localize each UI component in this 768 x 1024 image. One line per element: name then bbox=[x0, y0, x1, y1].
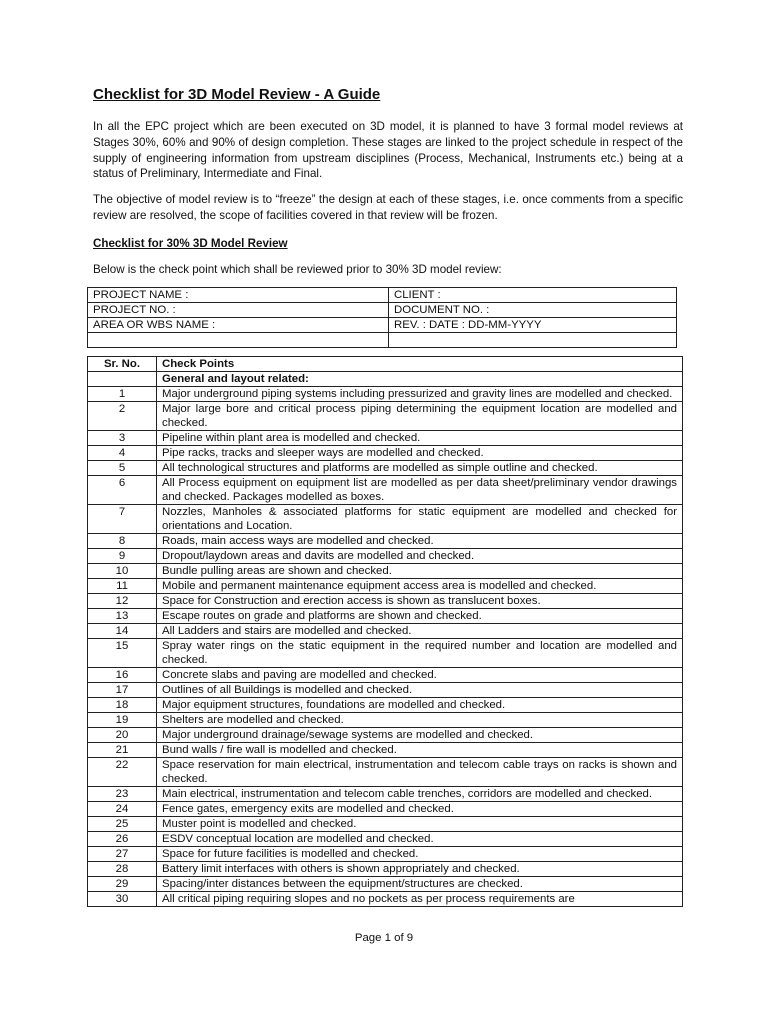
table-row bbox=[88, 578, 683, 593]
table-row bbox=[88, 742, 683, 757]
table-row bbox=[88, 786, 683, 801]
check-point-text: Pipe racks, tracks and sleeper ways are modelled and checked. bbox=[157, 445, 683, 460]
item-number: 19 bbox=[88, 712, 157, 727]
section-sr-cell bbox=[88, 371, 157, 386]
item-number: 13 bbox=[88, 608, 157, 623]
table-row bbox=[88, 727, 683, 742]
section-label: General and layout related: bbox=[157, 371, 683, 386]
table-row bbox=[88, 801, 683, 816]
table-row bbox=[88, 816, 683, 831]
item-number: 27 bbox=[88, 846, 157, 861]
objective-paragraph: The objective of model review is to “freeze” the design at each of these stages, i.e. once comments from a specific review are resolved, the scope of facilities covered in that review will be frozen. bbox=[93, 193, 683, 222]
item-number: 6 bbox=[88, 475, 157, 504]
item-number: 17 bbox=[88, 682, 157, 697]
table-row bbox=[88, 475, 683, 504]
check-point-text: Major large bore and critical process piping determining the equipment location are modelled and checked. bbox=[157, 401, 683, 430]
table-row bbox=[88, 401, 683, 430]
table-row bbox=[88, 712, 683, 727]
table-row bbox=[88, 891, 683, 906]
table-row bbox=[88, 697, 683, 712]
item-number: 25 bbox=[88, 816, 157, 831]
item-number: 26 bbox=[88, 831, 157, 846]
check-point-text: Major equipment structures, foundations are modelled and checked. bbox=[157, 697, 683, 712]
table-row bbox=[88, 608, 683, 623]
check-point-text: Roads, main access ways are modelled and checked. bbox=[157, 533, 683, 548]
item-number: 15 bbox=[88, 638, 157, 667]
meta-row bbox=[88, 332, 677, 347]
item-number: 12 bbox=[88, 593, 157, 608]
item-number: 11 bbox=[88, 578, 157, 593]
table-row bbox=[88, 682, 683, 697]
check-point-text: Mobile and permanent maintenance equipment access area is modelled and checked. bbox=[157, 578, 683, 593]
item-number: 28 bbox=[88, 861, 157, 876]
table-row bbox=[88, 757, 683, 786]
meta-row bbox=[88, 317, 677, 332]
check-point-text: All Process equipment on equipment list are modelled as per data sheet/preliminary vendor drawings and checked. Packages modelled as boxes. bbox=[157, 475, 683, 504]
check-point-text: Concrete slabs and paving are modelled and checked. bbox=[157, 667, 683, 682]
check-point-text: Pipeline within plant area is modelled and checked. bbox=[157, 430, 683, 445]
table-row bbox=[88, 831, 683, 846]
document-title: Checklist for 3D Model Review - A Guide bbox=[93, 86, 381, 103]
intro-paragraph: In all the EPC project which are been executed on 3D model, it is planned to have 3 formal model reviews at Stages 30%, 60% and 90% of design completion. These stages are linked to the project schedule in respect of the supply of engineering information from upstream disciplines (Process, Mechanical, Instruments etc.) being at a status of Preliminary, Intermediate and Final. bbox=[93, 120, 683, 181]
item-number: 22 bbox=[88, 757, 157, 786]
item-number: 8 bbox=[88, 533, 157, 548]
check-point-text: Spacing/inter distances between the equipment/structures are checked. bbox=[157, 876, 683, 891]
check-points-header: Check Points bbox=[157, 356, 683, 371]
sr-no-header: Sr. No. bbox=[88, 356, 157, 371]
table-row bbox=[88, 667, 683, 682]
table-row bbox=[88, 563, 683, 578]
table-row bbox=[88, 861, 683, 876]
check-point-text: Dropout/laydown areas and davits are modelled and checked. bbox=[157, 548, 683, 563]
item-number: 2 bbox=[88, 401, 157, 430]
table-row bbox=[88, 846, 683, 861]
item-number: 21 bbox=[88, 742, 157, 757]
item-number: 1 bbox=[88, 386, 157, 401]
item-number: 18 bbox=[88, 697, 157, 712]
table-row bbox=[88, 533, 683, 548]
table-row bbox=[88, 548, 683, 563]
page-footer: Page 1 of 9 bbox=[354, 932, 414, 944]
table-row bbox=[88, 593, 683, 608]
check-point-text: Major underground piping systems including pressurized and gravity lines are modelled and checked. bbox=[157, 386, 683, 401]
document-no-cell: DOCUMENT NO. : bbox=[389, 302, 677, 317]
table-header-row bbox=[88, 356, 683, 371]
item-number: 20 bbox=[88, 727, 157, 742]
check-point-text: All technological structures and platforms are modelled as simple outline and checked. bbox=[157, 460, 683, 475]
check-point-text: Escape routes on grade and platforms are shown and checked. bbox=[157, 608, 683, 623]
item-number: 5 bbox=[88, 460, 157, 475]
check-point-text: ESDV conceptual location are modelled and checked. bbox=[157, 831, 683, 846]
item-number: 24 bbox=[88, 801, 157, 816]
blank-cell bbox=[88, 332, 389, 347]
blank-cell bbox=[389, 332, 677, 347]
check-point-text: All Ladders and stairs are modelled and checked. bbox=[157, 623, 683, 638]
check-point-text: Nozzles, Manholes & associated platforms for static equipment are modelled and checked for orientations and Location. bbox=[157, 504, 683, 533]
item-number: 30 bbox=[88, 891, 157, 906]
checklist-table bbox=[87, 356, 683, 907]
table-row bbox=[88, 638, 683, 667]
area-wbs-cell: AREA OR WBS NAME : bbox=[88, 317, 389, 332]
table-row bbox=[88, 445, 683, 460]
table-row bbox=[88, 386, 683, 401]
project-no-cell: PROJECT NO. : bbox=[88, 302, 389, 317]
check-point-text: Bund walls / fire wall is modelled and checked. bbox=[157, 742, 683, 757]
section-subheading: Checklist for 30% 3D Model Review bbox=[93, 236, 288, 250]
rev-date-cell: REV. : DATE : DD-MM-YYYY bbox=[389, 317, 677, 332]
item-number: 14 bbox=[88, 623, 157, 638]
table-row bbox=[88, 876, 683, 891]
table-row bbox=[88, 623, 683, 638]
meta-row bbox=[88, 302, 677, 317]
check-point-text: Space reservation for main electrical, instrumentation and telecom cable trays on racks is shown and checked. bbox=[157, 757, 683, 786]
check-point-text: Spray water rings on the static equipment in the required number and location are modelled and checked. bbox=[157, 638, 683, 667]
item-number: 16 bbox=[88, 667, 157, 682]
check-point-text: Major underground drainage/sewage systems are modelled and checked. bbox=[157, 727, 683, 742]
item-number: 9 bbox=[88, 548, 157, 563]
section-row bbox=[88, 371, 683, 386]
meta-row bbox=[88, 287, 677, 302]
project-info-table bbox=[87, 287, 677, 348]
project-name-cell: PROJECT NAME : bbox=[88, 287, 389, 302]
item-number: 4 bbox=[88, 445, 157, 460]
item-number: 7 bbox=[88, 504, 157, 533]
table-row bbox=[88, 430, 683, 445]
item-number: 3 bbox=[88, 430, 157, 445]
check-point-text: Space for future facilities is modelled and checked. bbox=[157, 846, 683, 861]
table-row bbox=[88, 460, 683, 475]
check-point-text: Battery limit interfaces with others is shown appropriately and checked. bbox=[157, 861, 683, 876]
check-point-text: Shelters are modelled and checked. bbox=[157, 712, 683, 727]
check-point-text: Main electrical, instrumentation and telecom cable trenches, corridors are modelled and checked. bbox=[157, 786, 683, 801]
item-number: 29 bbox=[88, 876, 157, 891]
item-number: 10 bbox=[88, 563, 157, 578]
item-number: 23 bbox=[88, 786, 157, 801]
table-row bbox=[88, 504, 683, 533]
check-point-text: Fence gates, emergency exits are modelled and checked. bbox=[157, 801, 683, 816]
check-point-text: Space for Construction and erection access is shown as translucent boxes. bbox=[157, 593, 683, 608]
check-point-text: Bundle pulling areas are shown and checked. bbox=[157, 563, 683, 578]
check-point-text: All critical piping requiring slopes and no pockets as per process requirements are bbox=[157, 891, 683, 906]
check-point-text: Muster point is modelled and checked. bbox=[157, 816, 683, 831]
checklist-intro: Below is the check point which shall be reviewed prior to 30% 3D model review: bbox=[93, 262, 502, 276]
client-cell: CLIENT : bbox=[389, 287, 677, 302]
page-content bbox=[93, 86, 683, 907]
check-point-text: Outlines of all Buildings is modelled and checked. bbox=[157, 682, 683, 697]
